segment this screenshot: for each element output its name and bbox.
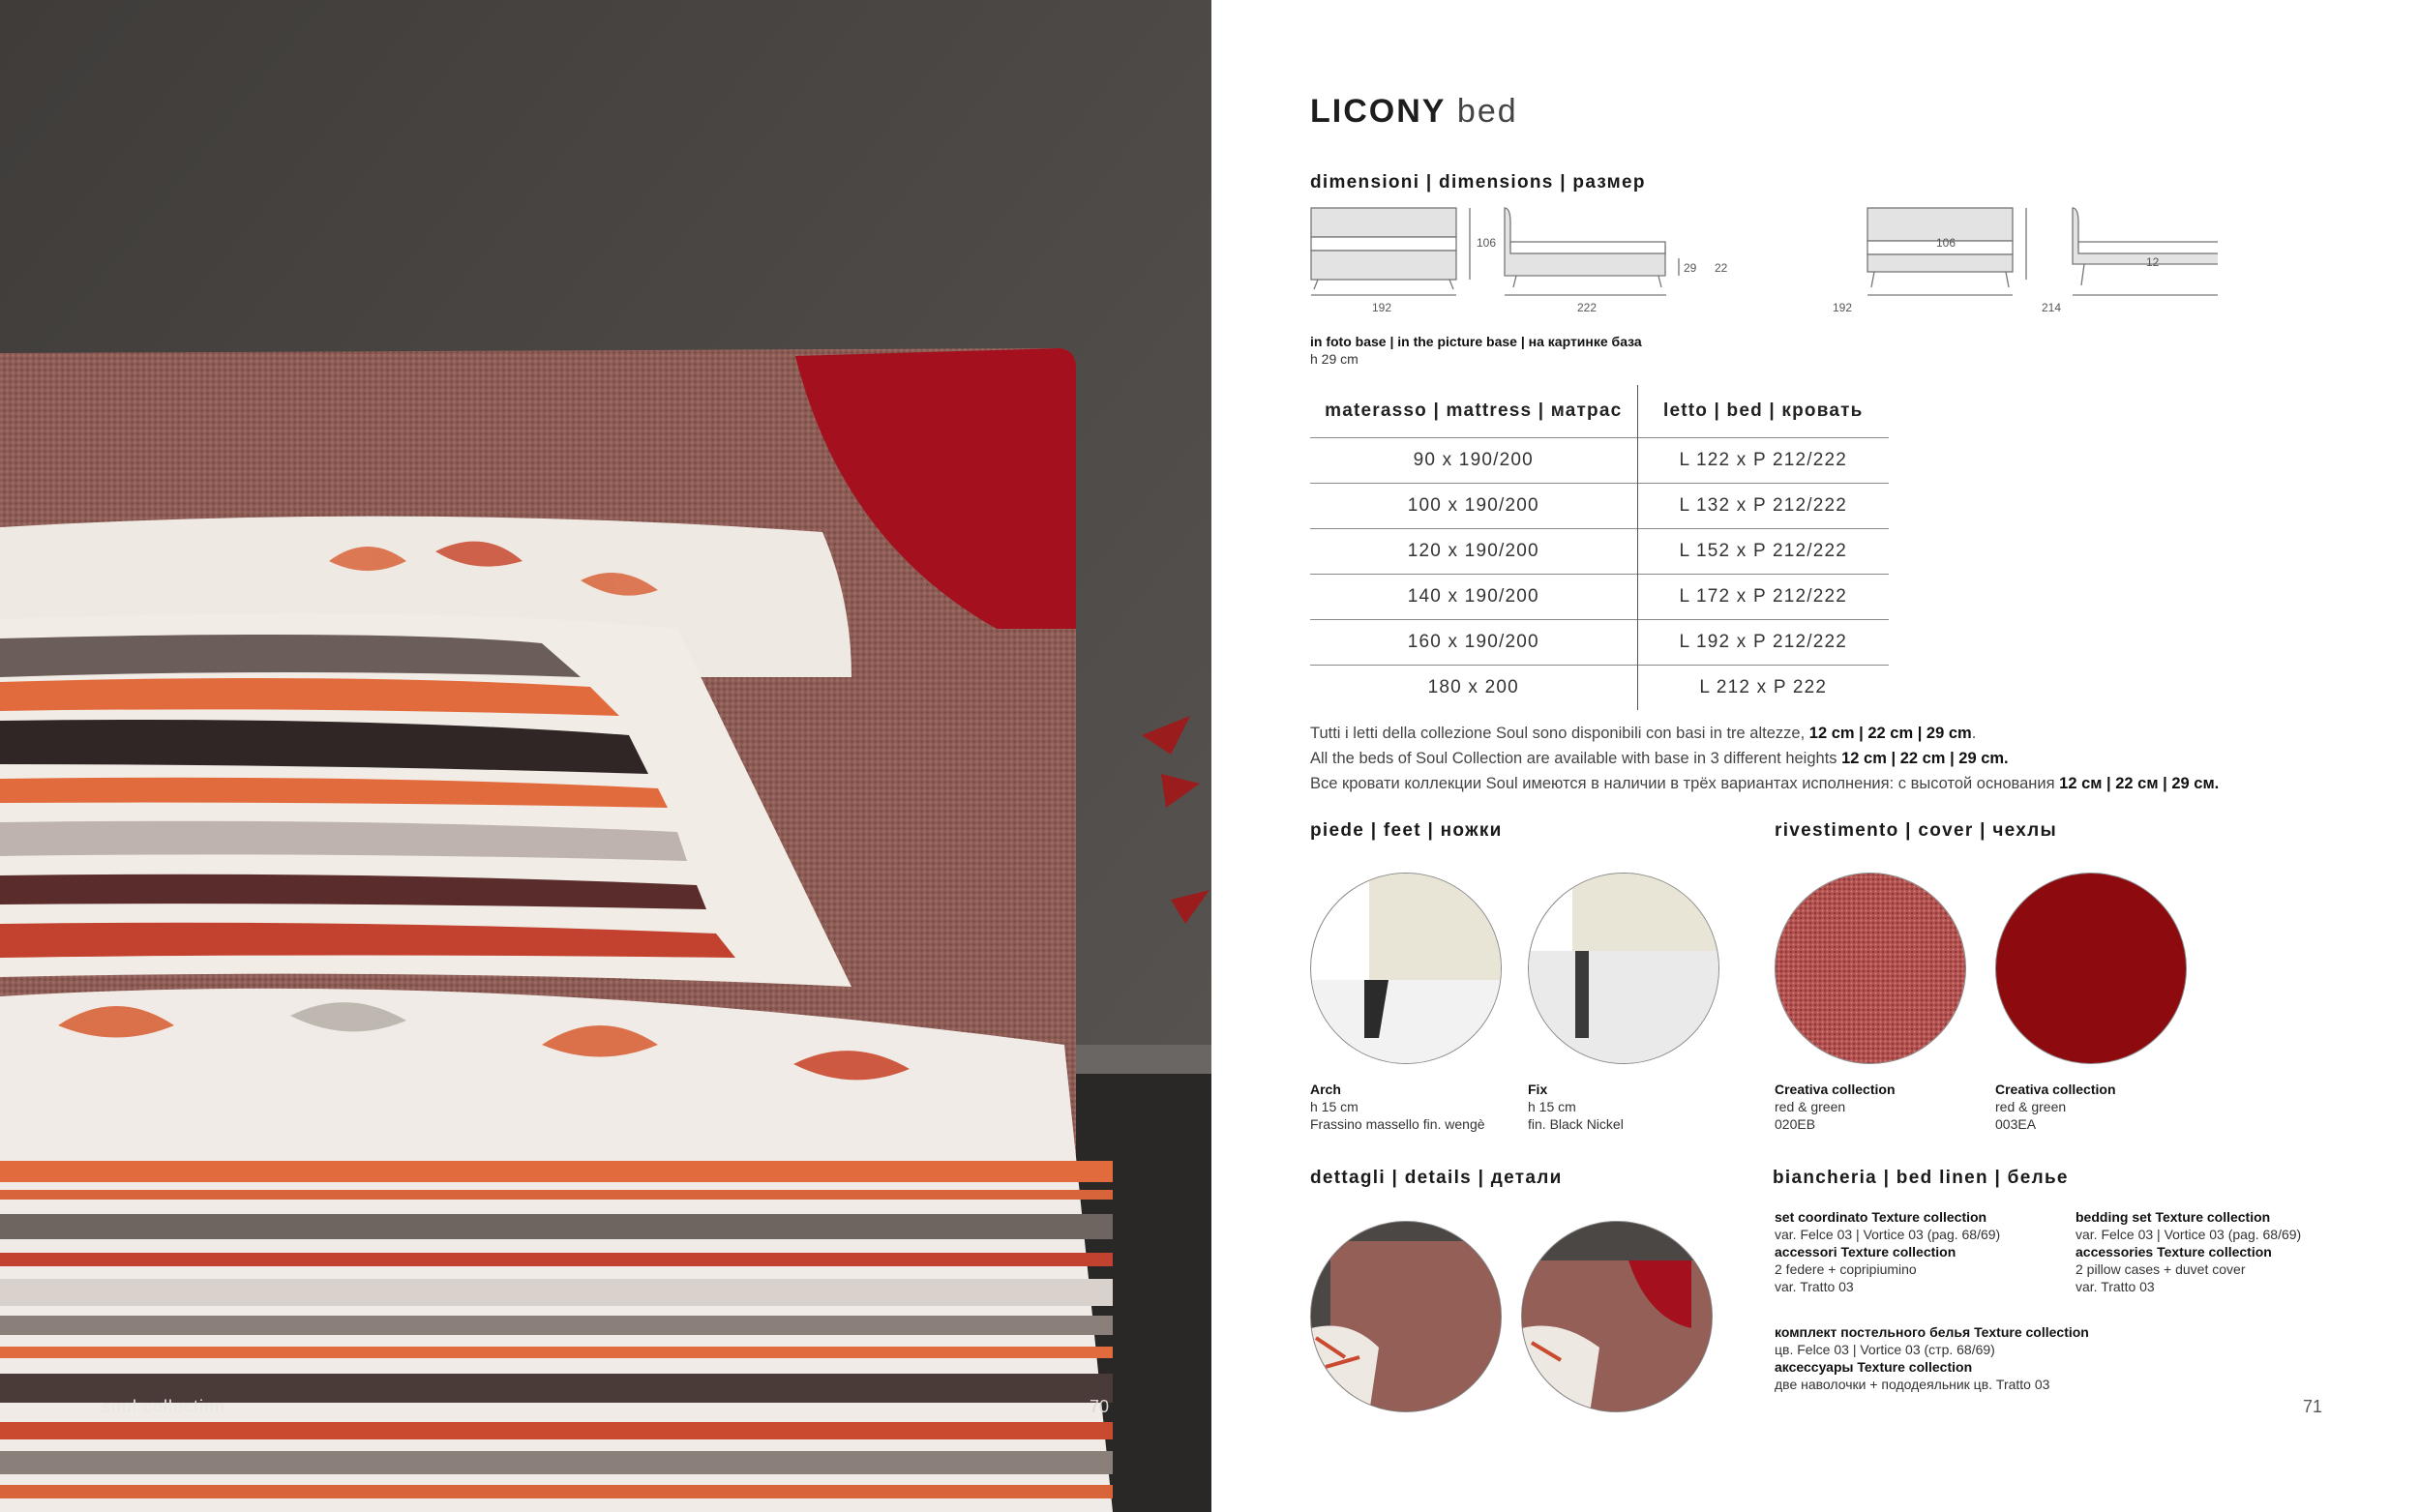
dim-d3-height: 106: [1936, 236, 1956, 250]
foot-fix-caption: Fix h 15 cm fin. Black Nickel: [1528, 1082, 1624, 1132]
cell-mattress: 100 x 190/200: [1310, 483, 1637, 528]
linen-en: bedding set Texture collection var. Felce 03 | Vortice 03 (pag. 68/69) accessories Texture collection 2 pillow cases + duvet cover var. Tratto 03: [2076, 1209, 2302, 1294]
cover-swatch-003EA: [1995, 873, 2187, 1064]
size-table: [1310, 385, 1889, 710]
base-note: [1310, 333, 1642, 368]
feet-heading: piede | feet | ножки: [1310, 820, 1503, 841]
cell-mattress: 120 x 190/200: [1310, 528, 1637, 574]
cover-020EB-caption: Creativa collection red & green 020EB: [1775, 1082, 1896, 1132]
cover-003EA-caption: Creativa collection red & green 003EA: [1995, 1082, 2116, 1132]
dim-d2-h2: 22: [1715, 261, 1728, 275]
foot-fix-swatch: [1528, 873, 1719, 1064]
dim-d4-height: 12: [2146, 255, 2160, 269]
details-heading: dettagli | details | детали: [1310, 1168, 1563, 1188]
note-it: Tutti i letti della collezione Soul sono disponibili con basi in tre altezze, 12 cm | 22 cm | 29 cm.: [1310, 725, 1977, 742]
dim-d2-length: 222: [1577, 301, 1598, 314]
cell-bed: L 192 x P 212/222: [1637, 619, 1889, 665]
cell-bed: L 212 x P 222: [1637, 665, 1889, 710]
cell-bed: L 172 x P 212/222: [1637, 574, 1889, 619]
table-row: [1310, 574, 1889, 619]
cell-mattress: 160 x 190/200: [1310, 619, 1637, 665]
dimensions-heading: dimensioni | dimensions | размер: [1310, 172, 1646, 193]
foot-arch-caption: Arch h 15 cm Frassino massello fin. wengè: [1310, 1082, 1485, 1132]
linen-it: set coordinato Texture collection var. Felce 03 | Vortice 03 (pag. 68/69) accessori Texture collection 2 federe + copripiumino var. Tratto 03: [1775, 1209, 2001, 1294]
col-bed: letto | bed | кровать: [1662, 400, 1864, 421]
foot-arch-swatch: [1310, 873, 1502, 1064]
table-row: [1310, 665, 1889, 710]
note-ru: Все кровати коллекции Soul имеются в наличии в трёх вариантах исполнения: с высотой основания 12 см | 22 см | 29 см.: [1310, 775, 2220, 792]
page-number-right: 71: [2303, 1397, 2323, 1416]
base-note-title: in foto base | in the picture base | на картинке база: [1310, 334, 1642, 349]
table-row: [1310, 528, 1889, 574]
dim-d2-h1: 29: [1684, 261, 1697, 275]
dim-d4-length: 214: [2042, 301, 2062, 314]
right-page: [1211, 0, 2419, 1512]
cover-swatch-020EB: [1775, 873, 1966, 1064]
dim-d1-width: 192: [1372, 301, 1392, 314]
cell-mattress: 180 x 200: [1310, 665, 1637, 710]
dim-d3-width: 192: [1833, 301, 1853, 314]
dimension-drawings: [1308, 198, 2218, 319]
base-note-value: h 29 cm: [1310, 351, 1359, 367]
title-type: bed: [1456, 93, 1518, 130]
product-title: [1310, 93, 1518, 131]
detail-image-1: [1310, 1221, 1502, 1412]
linen-heading: biancheria | bed linen | белье: [1773, 1168, 2069, 1188]
cell-bed: L 122 x P 212/222: [1637, 437, 1889, 483]
col-mattress: materasso | mattress | матрас: [1310, 385, 1637, 437]
linen-ru: комплект постельного белья Texture collection цв. Felce 03 | Vortice 03 (стр. 68/69) аксессуары Texture collection две наволочки + пододеяльник цв. Tratto 03: [1775, 1324, 2089, 1392]
title-name: LICONY: [1310, 93, 1447, 130]
page-number: 70: [1090, 1397, 1110, 1416]
detail-image-2: [1521, 1221, 1713, 1412]
footer-collection: soul collection: [102, 1397, 226, 1416]
table-header-row: [1310, 385, 1889, 437]
table-row: [1310, 483, 1889, 528]
cover-heading: rivestimento | cover | чехлы: [1775, 820, 2058, 841]
note-en: All the beds of Soul Collection are available with base in 3 different heights 12 cm | 22 cm | 29 cm.: [1310, 750, 2009, 767]
dim-d1-height: 106: [1477, 236, 1497, 250]
table-row: [1310, 619, 1889, 665]
cell-mattress: 140 x 190/200: [1310, 574, 1637, 619]
table-row: [1310, 437, 1889, 483]
availability-notes: [1310, 721, 2219, 796]
cell-bed: L 132 x P 212/222: [1637, 483, 1889, 528]
cell-bed: L 152 x P 212/222: [1637, 528, 1889, 574]
cell-mattress: 90 x 190/200: [1310, 437, 1637, 483]
